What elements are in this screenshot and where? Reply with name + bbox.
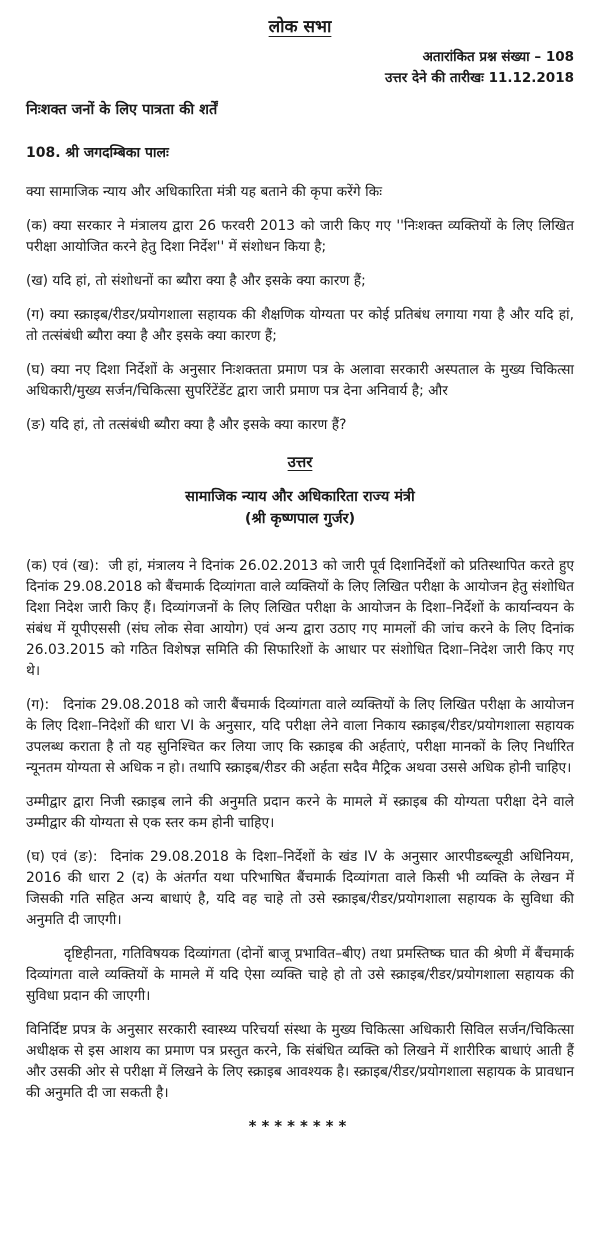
question-part-5: (ङ) यदि हां, तो तत्संबंधी ब्यौरा क्या है और इसके क्या कारण हैं? [26,417,347,433]
questioner-name: 108. श्री जगदम्बिका पालः [26,145,169,161]
question-part-3: (ग) क्या स्क्राइब/रीडर/प्रयोगशाला सहायक की शैक्षणिक योग्यता पर कोई प्रतिबंध लगाया गया है और यदि हां, तो तत्संबंधी ब्यौरा क्या है और इसके क्या कारण हैं; [26,307,574,344]
question-number: अतारांकित प्रश्न संख्या – 108 [422,49,574,65]
answer-section [26,556,574,1104]
question-part-2: (ख) यदि हां, तो संशोधनों का ब्यौरा क्या है और इसके क्या कारण हैं; [26,273,366,289]
answer-heading: उत्तर [287,453,313,471]
answer-date: उत्तर देने की तारीखः 11.12.2018 [385,70,574,86]
question-part-4: (घ) क्या नए दिशा निर्देशों के अनुसार निःशक्तता प्रमाण पत्र के अलावा सरकारी अस्पताल के मुख्य चिकित्सा अधिकारी/मुख्य सर्जन/चिकित्सा सुपरिंटेंडेंट द्वारा जारी प्रमाण पत्र देना अनिवार्य है; और [26,362,574,399]
answer-para-3: उम्मीद्वार द्वारा निजी स्क्राइब लाने की अनुमति प्रदान करने के मामले में स्क्राइब की योग्यता परीक्षा देने वाले उम्मीद्वार की योग्यता से एक स्तर कम होनी चाहिए। [26,794,574,831]
answer-para-1: (क) एवं (ख): जी हां, मंत्रालय ने दिनांक 26.02.2013 को जारी पूर्व दिशानिर्देशों को प्रतिस्थापित करते हुए दिनांक 29.08.2018 को बैंचमार्क दिव्यांगता वाले व्यक्तियों के लिए लिखित परीक्षा के आयोजन हेतु संशोधित दिशा निदेश जारी किए हैं। दिव्यांगजनों के लिए लिखित परीक्षा के आयोजन के दिशा–निर्देशों के कार्यान्वयन के संबंध में यूपीएससी (संघ लोक सेवा आयोग) एवं अन्य द्वारा उठाए गए मामलों की जांच करने के लिए दिनांक 26.03.2015 को गठित विशेषज्ञ समिति की सिफारिशों के आधार पर संशोधित दिशा–निदेश जारी किए गए थे। [26,558,574,679]
answer-para-5: दृष्टिहीनता, गतिविषयक दिव्यांगता (दोनों बाजू प्रभावित–बीए) तथा प्रमस्तिष्क घात की श्रेणी में बैंचमार्क दिव्यांगता वाले व्यक्तियों के मामले में यदि ऐसा व्यक्ति चाहे हो तो उसे स्क्राइब/रीडर/प्रयोगशाला सहायक की सुविधा प्रदान की जाएगी। [26,946,574,1004]
question-part-1: (क) क्या सरकार ने मंत्रालय द्वारा 26 फरवरी 2013 को जारी किए गए ''निःशक्त व्यक्तियों के लिए लिखित परीक्षा आयोजित करने हेतु दिशा निर्देश'' में संशोधन किया है; [26,218,574,255]
answer-para-6: विनिर्दिष्ट प्रपत्र के अनुसार सरकारी स्वास्थ्य परिचर्या संस्था के मुख्य चिकित्सा अधिकारी सिविल सर्जन/चिकित्सा अधीक्षक से इस आशय का प्रमाण पत्र प्रस्तुत करने, कि संबंधित व्यक्ति को लिखने में शारीरिक बाधाएं आती हैं और उसकी ओर से परीक्षा में लिखने के लिए स्क्राइब आवश्यक है। स्क्राइब/रीडर/प्रयोगशाला सहायक के प्रावधान की अनुमति दी जा सकती है। [26,1022,574,1101]
end-marker: ******** [248,1117,352,1135]
question-meta [26,47,574,89]
minister-title: सामाजिक न्याय और अधिकारिता राज्य मंत्री [185,489,415,505]
answer-para-2: (ग): दिनांक 29.08.2018 को जारी बैंचमार्क दिव्यांगता वाले व्यक्तियों के लिए लिखित परीक्षा के आयोजन के लिए दिशा–निदेशों की धारा VI के अनुसार, यदि परीक्षा लेने वाला निकाय स्क्राइब/रीडर/प्रयोगशाला सहायक उपलब्ध कराता है तो यह सुनिश्चित कर लिया जाए कि स्क्राइब की अर्हताएं, परीक्षा मानकों के लिए निर्धारित न्यूनतम योग्यता से अधिक न हो। तथापि स्क्राइब/रीडर की अर्हता सदैव मैट्रिक अथवा उससे अधिक होनी चाहिए। [26,697,574,776]
question-intro: क्या सामाजिक न्याय और अधिकारिता मंत्री यह बताने की कृपा करेंगे किः [26,184,383,200]
answer-para-4: (घ) एवं (ङ): दिनांक 29.08.2018 के दिशा–निर्देशों के खंड IV के अनुसार आरपीडब्ल्यूडी अधिनियम, 2016 की धारा 2 (द) के अंतर्गत यथा परिभाषित बैंचमार्क दिव्यांगता वाले किसी भी व्यक्ति के लेखन में जिसकी गति सहित अन्य बाधाएं है, यदि वह चाहे तो उसे स्क्राइब/रीडर/प्रयोगशाला सहायक के सुविधा की अनुमति दी जाएगी। [26,849,574,928]
subject-heading: निःशक्त जनों के लिए पात्रता की शर्तें [26,102,218,118]
minister-name: (श्री कृष्णपाल गुर्जर) [244,511,356,527]
document-title: लोक सभा [268,17,332,37]
